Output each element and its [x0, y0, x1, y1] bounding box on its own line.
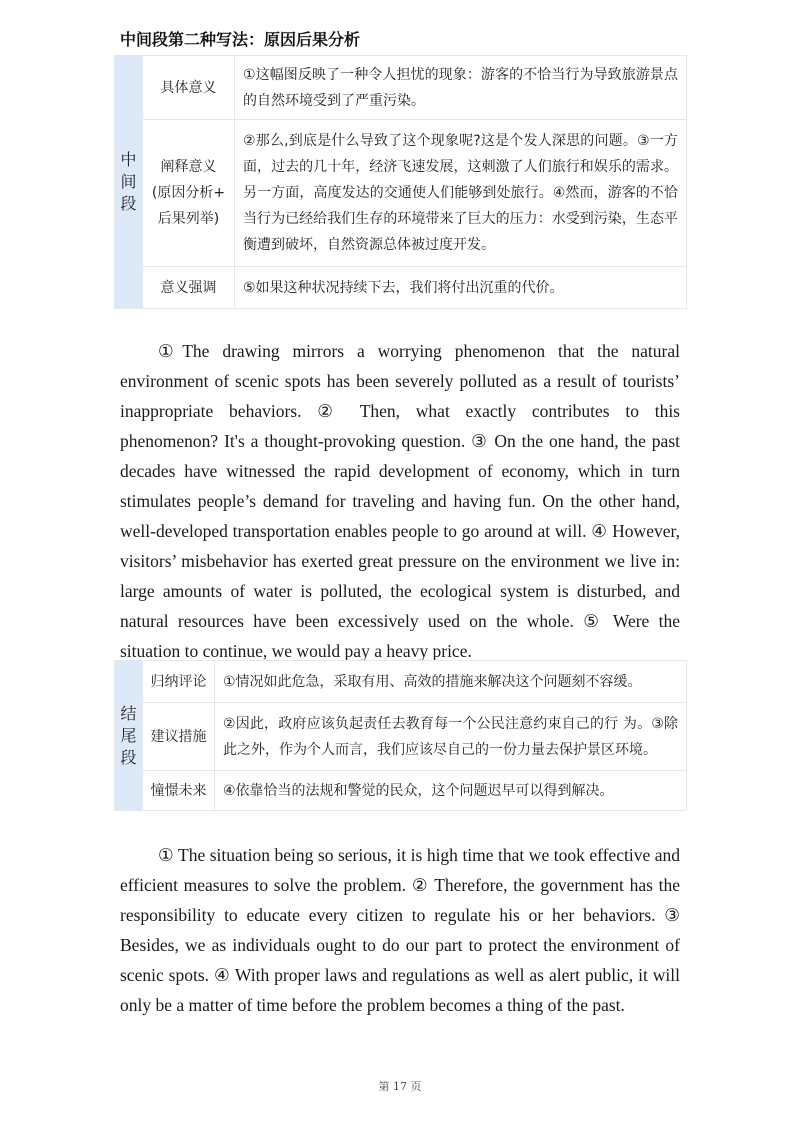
row-content: ①这幅图反映了一种令人担忧的现象：游客的不恰当行为导致旅游景点的自然环境受到了严重污染。 [235, 56, 687, 120]
middle-section-table [114, 55, 687, 309]
row-content: ②那么,到底是什么导致了这个现象呢?这是个发人深思的问题。③一方面，过去的几十年，经济飞速发展，这刺激了人们旅行和娱乐的需求。另一方面，高度发达的交通使人们能够到处旅行。④然而，游客的不恰当行为已经给我们生存的环境带来了巨大的压力：水受到污染，生态平衡遭到破坏，自然资源总体被过度开发。 [235, 120, 687, 267]
row-content: ①情况如此危急，采取有用、高效的措施来解决这个问题刻不容缓。 [215, 661, 687, 703]
end-section-table [114, 660, 687, 811]
middle-paragraph-english: ①The drawing mirrors a worrying phenomenon that the natural environment of scenic spots has been severely polluted as a result of tourists’ inappropriate behaviors. ② Then, what exactly contributes to this phenomenon? It's a thought-provoking question. ③ On the one hand, the past decades have witnessed the rapid development of economy, which in turn stimulates people’s demand for traveling and having fun. On the other hand, well-developed transportation enables people to go around at will. ④ However, visitors’ misbehavior has exerted great pressure on the environment we live in: large amounts of water is polluted, the ecological system is disturbed, and natural resources have been excessively used on the whole. ⑤ Were the situation to continue, we would pay a heavy price. [120, 341, 680, 661]
end-paragraph-english: ① The situation being so serious, it is high time that we took effective and efficient measures to solve the problem. ② Therefore, the government has the responsibility to educate every citizen to regulate his or her behaviors. ③ Besides, we as individuals ought to do our part to protect the environment of scenic spots. ④ With proper laws and regulations as well as alert public, it will only be a matter of time before the problem becomes a thing of the past. [120, 845, 680, 1015]
row-content: ⑤如果这种状况持续下去，我们将付出沉重的代价。 [235, 267, 687, 309]
row-content: ②因此，政府应该负起责任去教育每一个公民注意约束自己的行 为。③除此之外，作为个人而言，我们应该尽自己的一份力量去保护景区环境。 [215, 703, 687, 771]
row-label: 具体意义 [143, 56, 235, 120]
page-heading: 中间段第二种写法：原因后果分析 [120, 30, 361, 49]
middle-section-label: 中 间 段 [115, 56, 143, 309]
row-label: 归纳评论 [143, 661, 215, 703]
row-content: ④依靠恰当的法规和警觉的民众，这个问题迟早可以得到解决。 [215, 771, 687, 811]
end-section-label: 结 尾 段 [115, 661, 143, 811]
row-label: 阐释意义 (原因分析+ 后果列举) [143, 120, 235, 267]
page-number: 第 17 页 [378, 1080, 422, 1093]
row-label: 憧憬未来 [143, 771, 215, 811]
row-label: 意义强调 [143, 267, 235, 309]
row-label: 建议措施 [143, 703, 215, 771]
